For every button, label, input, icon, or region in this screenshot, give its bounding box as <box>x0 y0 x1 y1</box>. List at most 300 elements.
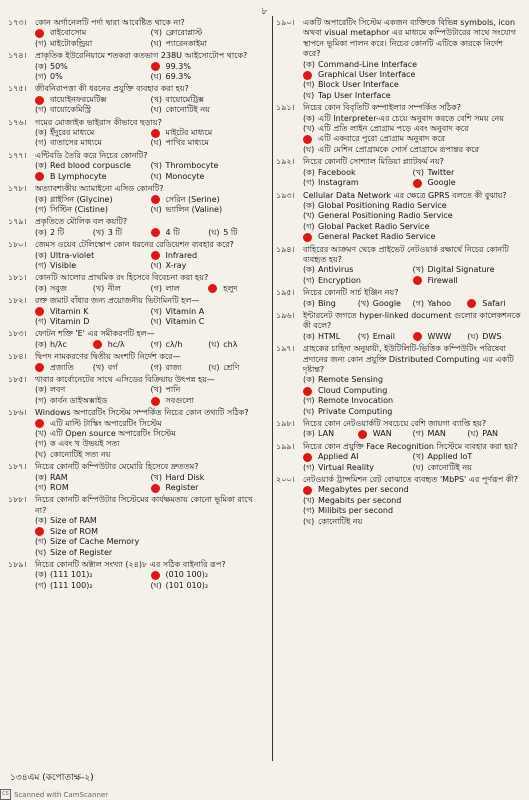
answer-option[interactable] <box>303 201 522 211</box>
answer-option[interactable] <box>303 70 522 80</box>
option-text: কোনোটিই নয় <box>318 516 363 526</box>
answer-option[interactable] <box>413 299 468 309</box>
option-text: Size of Cache Memory <box>50 537 140 547</box>
question-number: ১৭৪। <box>8 51 27 61</box>
option-text: 5 টি <box>223 227 238 237</box>
answer-option[interactable] <box>151 284 209 294</box>
selected-answer-dot-icon <box>303 71 312 80</box>
question-text: নিচের কোনটি সোশ্যাল মিডিয়া প্ল্যাটফর্ম নয়? <box>303 157 444 167</box>
answer-option[interactable] <box>151 95 267 105</box>
option-marker: (ক) <box>35 194 47 204</box>
answer-option[interactable] <box>467 429 522 439</box>
right-question-column <box>276 18 522 529</box>
answer-option[interactable] <box>413 332 468 342</box>
question-text: নিচের কোন প্রযুক্তি Face Recognition সিস্টেমে ব্যবহার করা হয়? <box>303 441 518 451</box>
answer-option[interactable] <box>303 506 522 516</box>
option-marker: (ক) <box>35 570 47 580</box>
option-marker: (গ) <box>35 105 47 115</box>
answer-option[interactable] <box>303 496 522 506</box>
selected-answer-dot-icon <box>303 486 312 495</box>
option-list <box>35 516 266 558</box>
option-marker: (গ) <box>412 429 424 439</box>
answer-option[interactable] <box>35 128 151 138</box>
option-list <box>35 161 266 182</box>
question-number: ১৯৯। <box>276 441 295 451</box>
question-item <box>276 157 522 188</box>
question-number: ১৮১। <box>8 273 27 283</box>
answer-option[interactable] <box>93 363 151 373</box>
answer-option[interactable] <box>303 299 358 309</box>
answer-option[interactable] <box>151 385 267 395</box>
answer-option[interactable] <box>303 168 413 178</box>
question-item <box>276 245 522 287</box>
answer-option[interactable] <box>151 251 267 261</box>
option-marker: (ঘ) <box>150 580 162 590</box>
option-marker: (ক) <box>35 385 47 395</box>
question-text: ফোটন শক্তি 'E' এর সমীকরণটি হল— <box>35 329 155 339</box>
selected-answer-dot-icon <box>151 397 160 406</box>
answer-option[interactable] <box>303 124 522 134</box>
option-marker: (ঘ) <box>467 429 479 439</box>
question-number: ১৮৬। <box>8 408 27 418</box>
option-list <box>303 429 522 439</box>
option-marker: (ঘ) <box>150 138 162 148</box>
selected-answer-dot-icon <box>467 299 476 308</box>
option-text: Vitamin A <box>165 306 205 316</box>
option-marker: (ক) <box>303 265 315 275</box>
option-marker: (ক) <box>35 161 47 171</box>
answer-option[interactable] <box>35 385 151 395</box>
option-text: PAN <box>482 429 499 439</box>
question-text: Cellular Data Network এর ক্ষেত্রে GPRS বলতে কী বুঝায়? <box>303 190 507 200</box>
answer-option[interactable] <box>151 195 267 205</box>
answer-option[interactable] <box>35 419 266 429</box>
answer-option[interactable] <box>151 62 267 72</box>
question-text: একটি অপারেটিং সিস্টেম একজন ব্যক্তিকে বিভিন্ন symbols, icon অথবা visual metaphor এর মাধ্যমে কম্পিউটারের সাথে সংযোগ স্থাপনে ভূমিকা পালন করে। নিচের কোনটি এটিকে কারকে নির্দেশ করে? <box>303 18 516 59</box>
option-marker: (ক) <box>35 516 47 526</box>
answer-option[interactable] <box>467 332 522 342</box>
answer-option[interactable] <box>35 62 151 72</box>
answer-option[interactable] <box>151 473 267 483</box>
option-marker: (খ) <box>357 298 370 308</box>
option-marker: (গ) <box>303 396 315 406</box>
answer-option[interactable] <box>35 39 151 49</box>
answer-option[interactable] <box>303 463 413 473</box>
answer-option[interactable] <box>413 168 523 178</box>
answer-option[interactable] <box>303 222 522 232</box>
option-text: MAN <box>427 429 446 439</box>
question-item <box>8 240 266 271</box>
option-text: chλ <box>223 339 238 349</box>
answer-option[interactable] <box>208 340 266 350</box>
option-marker: (ক) <box>303 429 315 439</box>
option-marker: (গ) <box>303 506 315 516</box>
answer-option[interactable] <box>151 72 267 82</box>
option-list <box>35 195 266 216</box>
option-marker: (ঘ) <box>208 339 220 349</box>
option-text: Google <box>372 298 401 308</box>
selected-answer-dot-icon <box>35 419 44 428</box>
answer-option[interactable] <box>151 396 267 406</box>
option-marker: (খ) <box>150 161 162 171</box>
scanner-watermark <box>0 789 108 800</box>
answer-option[interactable] <box>151 570 267 580</box>
question-text: Windows অপারেটিং সিস্টেম সম্পর্কিত নিচের কোন তথ্যটি সঠিক? <box>35 408 249 418</box>
option-text: Email <box>372 331 395 341</box>
answer-option[interactable] <box>208 284 266 294</box>
answer-option[interactable] <box>35 205 151 215</box>
answer-option[interactable] <box>35 195 151 205</box>
option-marker: (ক) <box>35 61 47 71</box>
answer-option[interactable] <box>303 178 413 188</box>
answer-option[interactable] <box>413 452 523 462</box>
question-item <box>8 408 266 460</box>
answer-option[interactable] <box>151 138 267 148</box>
option-text: B Lymphocyte <box>50 171 107 181</box>
option-text: প্যারেনকাইমা <box>165 38 207 48</box>
option-text: Size of Register <box>50 547 113 557</box>
option-marker: (গ) <box>303 80 315 90</box>
answer-option[interactable] <box>35 105 151 115</box>
answer-option[interactable] <box>35 450 266 460</box>
option-text: এটি Open source অপারেটিং সিস্টেম <box>50 429 176 439</box>
option-text: Graphical User Interface <box>318 70 416 80</box>
answer-option[interactable] <box>35 95 151 105</box>
selected-answer-dot-icon <box>35 527 44 536</box>
question-item <box>276 288 522 309</box>
option-text: পাখির মাধ্যমে <box>165 138 209 148</box>
option-marker: (খ) <box>412 452 424 462</box>
answer-option[interactable] <box>35 317 151 327</box>
option-marker: (গ) <box>150 283 162 293</box>
option-marker: (গ) <box>303 462 315 472</box>
question-number: ১৮৮। <box>8 495 27 505</box>
answer-option[interactable] <box>151 161 267 171</box>
selected-answer-dot-icon <box>35 363 44 372</box>
answer-option[interactable] <box>413 265 523 275</box>
answer-option[interactable] <box>303 407 522 417</box>
answer-option[interactable] <box>35 570 151 580</box>
option-marker: (ক) <box>35 250 47 260</box>
option-list <box>303 332 522 342</box>
question-item <box>8 352 266 373</box>
answer-option[interactable] <box>303 114 522 124</box>
answer-option[interactable] <box>303 386 522 396</box>
answer-option[interactable] <box>303 134 522 144</box>
option-text: এটি প্রতি লাইন প্রোগ্রাম পড়ে এবং অনুবাদ করে <box>318 124 469 134</box>
selected-answer-dot-icon <box>151 484 160 493</box>
option-marker: (গ) <box>35 260 47 270</box>
answer-option[interactable] <box>303 232 522 242</box>
option-marker: (গ) <box>35 395 47 405</box>
answer-option[interactable] <box>303 265 413 275</box>
option-text: রাজ্য <box>165 362 182 372</box>
selected-answer-dot-icon <box>303 387 312 396</box>
answer-option[interactable] <box>35 396 151 406</box>
page-footer: ১৩৪এম (কপোতাক্ষ-২) <box>10 773 94 783</box>
question-text: নিচের কোনটি সার্চ ইঞ্জিন নয়? <box>303 288 399 298</box>
answer-option[interactable] <box>303 60 522 70</box>
selected-answer-dot-icon <box>151 251 160 260</box>
option-text: HTML <box>318 331 341 341</box>
option-text: Google <box>427 178 456 188</box>
option-marker: (ক) <box>303 59 315 69</box>
question-text: বাহিরের আক্রমণ থেকে প্রাইভেট নেটওয়ার্ক রক্ষার্থে নিচের কোনটি ব্যবহৃত হয়? <box>303 244 509 264</box>
option-text: এটি একবারে পুরো প্রোগ্রাম অনুবাদ করে <box>318 134 446 144</box>
option-text: (111 101)₂ <box>50 570 93 580</box>
answer-option[interactable] <box>303 517 522 527</box>
answer-option[interactable] <box>35 72 151 82</box>
answer-option[interactable] <box>303 80 522 90</box>
answer-option[interactable] <box>35 228 93 238</box>
question-number: ১৭৭। <box>8 150 27 160</box>
option-text: কোনোটিই নয় <box>165 105 210 115</box>
option-text: মাইটের মাধ্যমে <box>165 128 213 138</box>
page-number: ৮ <box>261 7 268 17</box>
answer-option[interactable] <box>151 228 209 238</box>
option-marker: (ক) <box>303 375 315 385</box>
answer-option[interactable] <box>93 340 151 350</box>
option-text: সবগুলো <box>165 395 194 405</box>
answer-option[interactable] <box>35 429 266 439</box>
question-item <box>8 462 266 493</box>
selected-answer-dot-icon <box>413 276 422 285</box>
option-marker: (খ) <box>150 28 162 38</box>
option-text: Vitamin C <box>165 316 205 326</box>
selected-answer-dot-icon <box>35 307 44 316</box>
option-text: X-ray <box>165 260 187 270</box>
answer-option[interactable] <box>303 145 522 155</box>
question-text: গমের মোজাইক ভাইরাস কীভাবে ছড়ায়? <box>35 117 162 127</box>
question-text: কোনটি আলোর প্রাথমিক রং হিসেবে বিবেচনা করা হয়? <box>35 273 209 283</box>
answer-option[interactable] <box>303 332 358 342</box>
option-list <box>303 375 522 417</box>
selected-answer-dot-icon <box>151 571 160 580</box>
answer-option[interactable] <box>151 483 267 493</box>
option-text: Ultra-violet <box>50 250 95 260</box>
option-marker: (খ) <box>92 362 105 372</box>
answer-option[interactable] <box>35 363 93 373</box>
answer-option[interactable] <box>35 261 151 271</box>
option-marker: (ক) <box>35 128 47 138</box>
answer-option[interactable] <box>35 548 266 558</box>
answer-option[interactable] <box>151 307 267 317</box>
answer-option[interactable] <box>35 307 151 317</box>
answer-option[interactable] <box>35 527 266 537</box>
option-marker: (ঘ) <box>150 105 162 115</box>
selected-answer-dot-icon <box>35 96 44 105</box>
option-text: 99.3% <box>165 61 191 71</box>
option-text: (010 100)₂ <box>165 570 209 580</box>
answer-option[interactable] <box>35 172 151 182</box>
question-text: নিচের কোন নেটওয়ার্কটি সবচেয়ে বেশি জায়গা ব্যাপ্তি হয়? <box>303 419 487 429</box>
option-text: বায়োকেমিস্ট্রি <box>50 105 91 115</box>
answer-option[interactable] <box>35 483 151 493</box>
option-text: Instagram <box>318 178 359 188</box>
question-item <box>8 296 266 327</box>
option-text: Command-Line Interface <box>318 59 418 69</box>
answer-option[interactable] <box>358 332 413 342</box>
option-text: এটি মাল্টি টাস্কিং অপারেটিং সিস্টেম <box>50 418 162 428</box>
option-marker: (গ) <box>35 580 47 590</box>
answer-option[interactable] <box>413 276 523 286</box>
question-item <box>276 103 522 155</box>
option-marker: (ঘ) <box>150 171 162 181</box>
question-number: ১৭৩। <box>8 18 27 27</box>
option-text: Hard Disk <box>165 472 205 482</box>
answer-option[interactable] <box>208 228 266 238</box>
answer-option[interactable] <box>151 363 209 373</box>
option-marker: (খ) <box>303 124 315 134</box>
option-text: WAN <box>372 429 392 439</box>
option-text: সবুজ <box>50 283 67 293</box>
question-item <box>276 442 522 473</box>
question-text: কোন অর্গানেলটি পর্দা দ্বারা আবেষ্টিত থাকে না? <box>35 18 185 27</box>
option-text: Red blood corpuscle <box>50 161 131 171</box>
question-number: ১৭৮। <box>8 184 27 194</box>
option-text: Block User Interface <box>318 80 399 90</box>
answer-option[interactable] <box>35 581 151 591</box>
option-list <box>35 28 266 49</box>
answer-option[interactable] <box>467 299 522 309</box>
option-marker: (খ) <box>92 227 105 237</box>
answer-option[interactable] <box>151 128 267 138</box>
option-text: গ্লাইসিন (Glycine) <box>50 194 113 204</box>
question-text: নিচের কোন বিবৃতিটি কম্পাইলার সম্পর্কিত সঠিক? <box>303 103 461 113</box>
answer-option[interactable] <box>151 172 267 182</box>
option-text: এটি মেশিন প্রোগ্রামকে সোর্স প্রোগ্রামে রূপান্তর করে <box>318 144 479 154</box>
option-text: নীল <box>107 283 121 293</box>
answer-option[interactable] <box>151 340 209 350</box>
option-list <box>35 363 266 373</box>
option-text: বর্গ <box>107 362 118 372</box>
question-text: প্রাকৃতিক ইউরেনিয়ামে শতকরা কতভাগ 238U আইসোটোপ থাকে? <box>35 51 248 61</box>
option-text: Safari <box>482 298 506 308</box>
answer-option[interactable] <box>413 178 523 188</box>
answer-option[interactable] <box>151 261 267 271</box>
option-marker: (গ) <box>412 298 424 308</box>
answer-option[interactable] <box>35 28 151 38</box>
answer-option[interactable] <box>303 429 358 439</box>
option-text: Register <box>165 483 199 493</box>
option-marker: (গ) <box>35 316 47 326</box>
option-marker: (গ) <box>35 138 47 148</box>
answer-option[interactable] <box>35 537 266 547</box>
option-text: Size of ROM <box>50 526 98 536</box>
option-text: সিস্টিন (Cistine) <box>50 204 109 214</box>
answer-option[interactable] <box>35 473 151 483</box>
answer-option[interactable] <box>151 39 267 49</box>
option-text: General Positioning Radio Service <box>318 211 453 221</box>
answer-option[interactable] <box>93 284 151 294</box>
option-text: লাল <box>165 283 180 293</box>
option-text: Thrombocyte <box>165 161 219 171</box>
option-text: সেরিন (Serine) <box>165 194 220 204</box>
option-text: Facebook <box>318 167 356 177</box>
option-text: ক্লোরোপ্লাস্ট <box>165 28 203 38</box>
option-text: ক এবং খ উভয়ই সত্য <box>50 439 120 449</box>
answer-option[interactable] <box>413 429 468 439</box>
question-number: ২০০। <box>276 475 295 485</box>
answer-option[interactable] <box>35 138 151 148</box>
question-text: এন্টিবডি তৈরি করে নিচের কোনটি? <box>35 150 148 160</box>
answer-option[interactable] <box>35 439 266 449</box>
option-list <box>303 114 522 156</box>
answer-option[interactable] <box>35 161 151 171</box>
answer-option[interactable] <box>303 276 413 286</box>
option-marker: (খ) <box>150 306 162 316</box>
option-marker: (ঘ) <box>208 362 220 372</box>
option-marker: (গ) <box>35 483 47 493</box>
option-list <box>303 168 522 189</box>
question-number: ১৭৫। <box>8 84 27 94</box>
selected-answer-dot-icon <box>151 129 160 138</box>
option-text: Milibits per second <box>318 506 394 516</box>
option-marker: (ক) <box>35 472 47 482</box>
answer-option[interactable] <box>303 452 413 462</box>
option-text: Tap User Interface <box>318 90 391 100</box>
option-marker: (ঘ) <box>412 462 424 472</box>
answer-option[interactable] <box>303 485 522 495</box>
answer-option[interactable] <box>358 299 413 309</box>
question-number: ১৯২। <box>276 157 295 167</box>
answer-option[interactable] <box>208 363 266 373</box>
option-text: Remote Invocation <box>318 396 394 406</box>
question-item <box>8 151 266 182</box>
answer-option[interactable] <box>151 317 267 327</box>
camscanner-icon: CS <box>0 789 11 800</box>
option-text: পানি <box>165 385 181 395</box>
option-text: বাতাসের মাধ্যমে <box>50 138 102 148</box>
option-text: হলুদ <box>223 283 238 293</box>
option-text: শ্রেণি <box>223 362 240 372</box>
option-marker: (ঘ) <box>35 547 47 557</box>
option-marker: (খ) <box>303 495 315 505</box>
option-list <box>303 452 522 473</box>
answer-option[interactable] <box>303 375 522 385</box>
option-marker: (খ) <box>150 385 162 395</box>
answer-option[interactable] <box>93 228 151 238</box>
option-text: Virtual Reality <box>318 462 375 472</box>
option-marker: (গ) <box>35 72 47 82</box>
answer-option[interactable] <box>151 581 267 591</box>
answer-option[interactable] <box>35 284 93 294</box>
answer-option[interactable] <box>35 251 151 261</box>
option-text: কোনোটিই সত্য নয় <box>50 449 111 459</box>
answer-option[interactable] <box>151 205 267 215</box>
answer-option[interactable] <box>358 429 413 439</box>
option-marker: (ক) <box>303 331 315 341</box>
selected-answer-dot-icon <box>35 29 44 38</box>
answer-option[interactable] <box>303 396 522 406</box>
answer-option[interactable] <box>35 516 266 526</box>
answer-option[interactable] <box>151 28 267 38</box>
answer-option[interactable] <box>35 340 93 350</box>
question-text: অত্যাবশ্যকীয় অ্যামাইনো এসিড কোনটি? <box>35 184 164 194</box>
question-item <box>8 18 266 49</box>
option-marker: (ক) <box>303 200 315 210</box>
answer-option[interactable] <box>303 91 522 101</box>
option-text: (111 100)₂ <box>50 580 93 590</box>
option-text: Vitamin K <box>50 306 89 316</box>
answer-option[interactable] <box>303 211 522 221</box>
option-marker: (গ) <box>150 362 162 372</box>
option-list <box>35 95 266 116</box>
question-number: ১৯১। <box>276 103 295 113</box>
selected-answer-dot-icon <box>93 340 102 349</box>
answer-option[interactable] <box>413 463 523 473</box>
answer-option[interactable] <box>151 105 267 115</box>
